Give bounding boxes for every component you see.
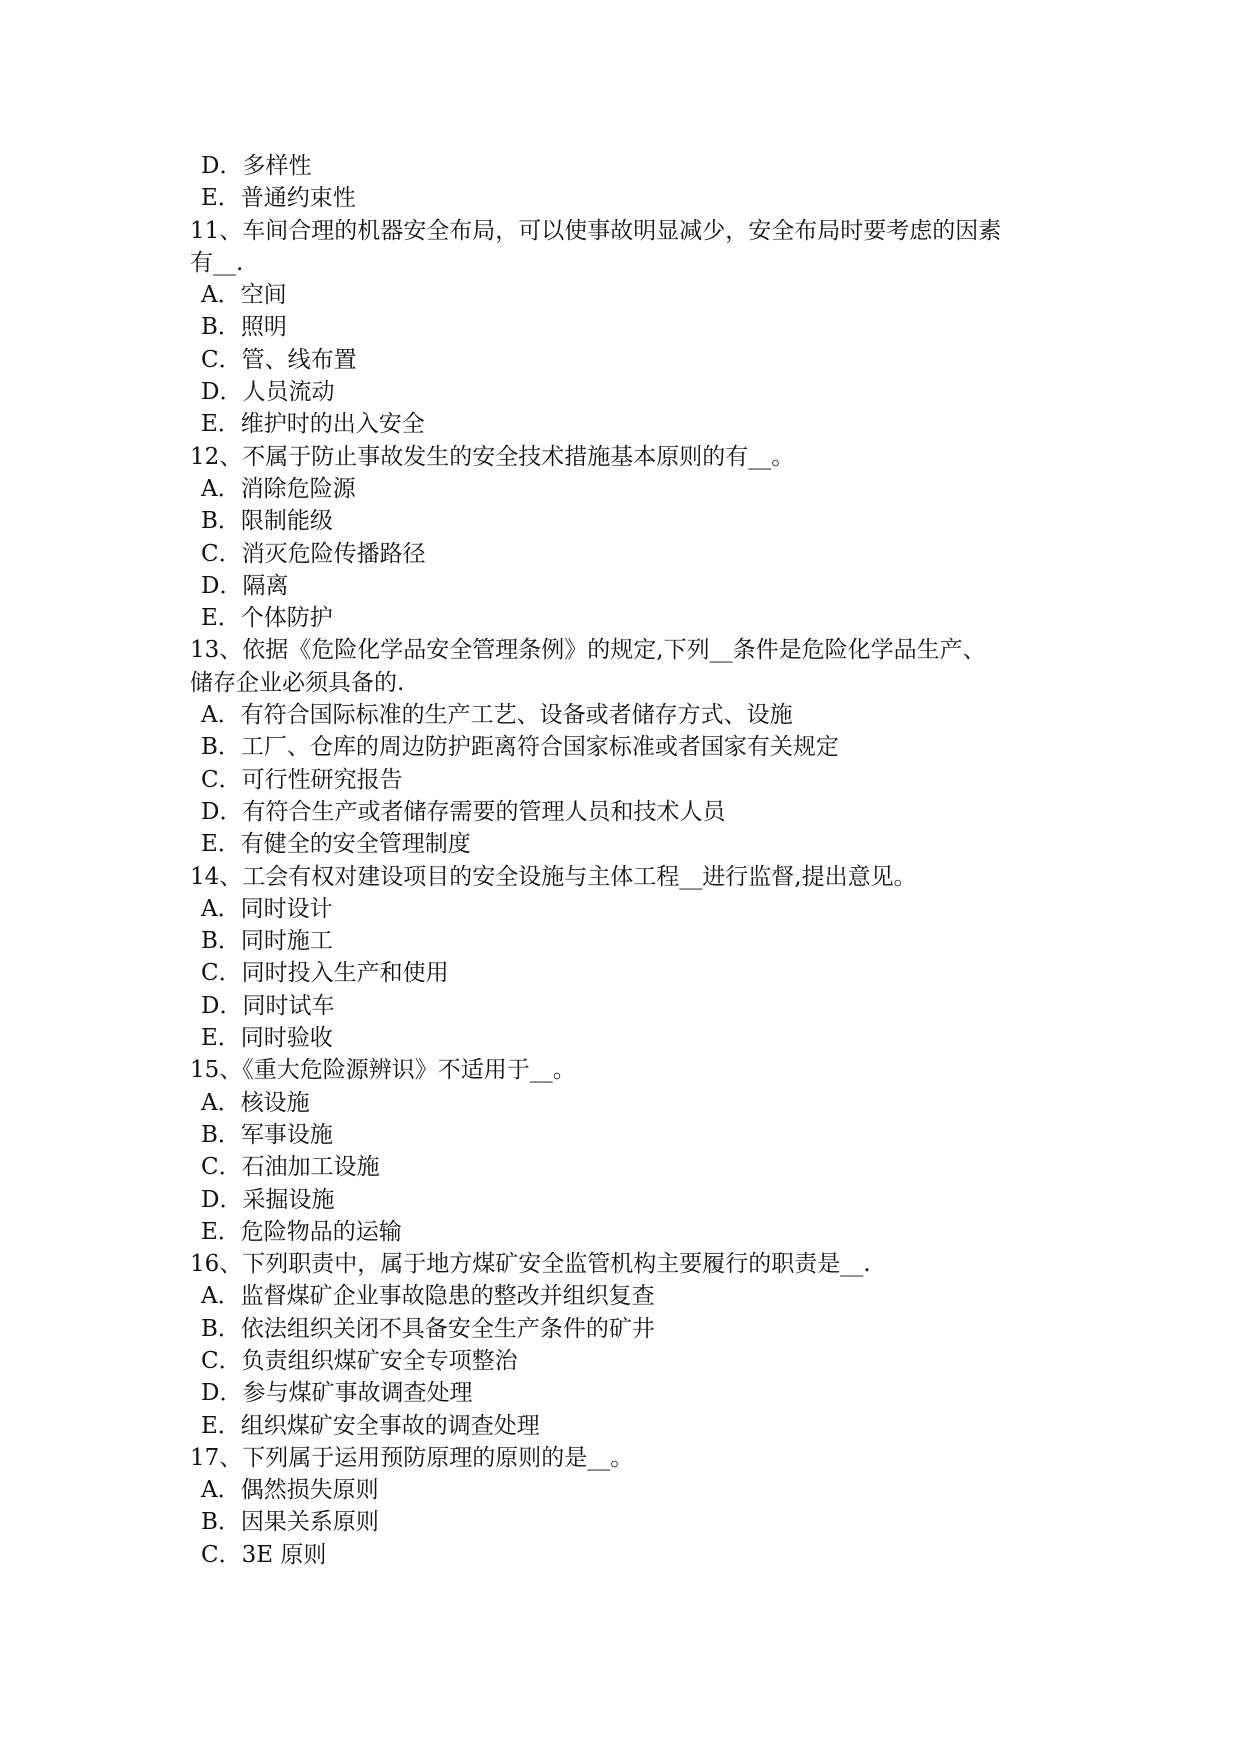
answer-option: A．核设施: [201, 1089, 310, 1116]
answer-option: A．监督煤矿企业事故隐患的整改并组织复查: [201, 1283, 655, 1310]
answer-option: C．同时投入生产和使用: [201, 960, 449, 987]
question-text: 14、工会有权对建设项目的安全设施与主体工程__进行监督,提出意见。: [190, 863, 917, 890]
answer-option: C．消灭危险传播路径: [201, 540, 426, 567]
answer-option: C．负责组织煤矿安全专项整治: [201, 1347, 518, 1374]
answer-option: A．同时设计: [201, 895, 333, 922]
question-text: 12、不属于防止事故发生的安全技术措施基本原则的有__。: [190, 443, 795, 470]
question-text: 有__.: [190, 249, 244, 276]
answer-option: E．有健全的安全管理制度: [201, 831, 471, 858]
answer-option: A．消除危险源: [201, 475, 356, 502]
answer-option: D．多样性: [201, 153, 312, 179]
answer-option: D．参与煤矿事故调查处理: [201, 1380, 473, 1407]
answer-option: B．限制能级: [201, 508, 333, 535]
answer-option: E．危险物品的运输: [201, 1218, 402, 1245]
question-text: 13、依据《危险化学品安全管理条例》的规定,下列__条件是危险化学品生产、: [190, 637, 986, 664]
answer-option: A．偶然损失原则: [201, 1477, 379, 1504]
answer-option: E．个体防护: [201, 605, 333, 632]
question-text: 16、下列职责中，属于地方煤矿安全监管机构主要履行的职责是__.: [190, 1251, 871, 1278]
document-body: [190, 150, 1070, 1571]
answer-option: B．依法组织关闭不具备安全生产条件的矿井: [201, 1315, 655, 1342]
answer-option: E．维护时的出入安全: [201, 411, 425, 438]
answer-option: D．隔离: [201, 572, 289, 599]
answer-option: B．同时施工: [201, 928, 333, 955]
answer-option: D．人员流动: [201, 379, 335, 406]
answer-option: D．同时试车: [201, 992, 335, 1019]
answer-option: D．有符合生产或者储存需要的管理人员和技术人员: [201, 798, 726, 825]
answer-option: E．普通约束性: [201, 185, 356, 212]
question-text: 11、车间合理的机器安全布局，可以使事故明显减少，安全布局时要考虑的因素: [190, 217, 1002, 244]
answer-option: C．管、线布置: [201, 346, 357, 373]
answer-option: A．有符合国际标准的生产工艺、设备或者储存方式、设施: [201, 702, 793, 729]
answer-option: C．石油加工设施: [201, 1154, 380, 1181]
question-text: 17、下列属于运用预防原理的原则的是__。: [190, 1444, 634, 1471]
question-text: 15、《重大危险源辨识》不适用于__。: [190, 1057, 576, 1084]
answer-option: B．照明: [201, 314, 287, 341]
answer-option: B．因果关系原则: [201, 1509, 379, 1536]
answer-option: C．3E 原则: [201, 1541, 327, 1568]
answer-option: C．可行性研究报告: [201, 766, 403, 793]
question-text: 储存企业必须具备的.: [190, 669, 405, 696]
answer-option: B．军事设施: [201, 1121, 333, 1148]
answer-option: E．组织煤矿安全事故的调查处理: [201, 1412, 540, 1439]
answer-option: B．工厂、仓库的周边防护距离符合国家标准或者国家有关规定: [201, 734, 839, 761]
answer-option: A．空间: [201, 282, 287, 309]
answer-option: D．采掘设施: [201, 1186, 335, 1213]
answer-option: E．同时验收: [201, 1025, 333, 1052]
